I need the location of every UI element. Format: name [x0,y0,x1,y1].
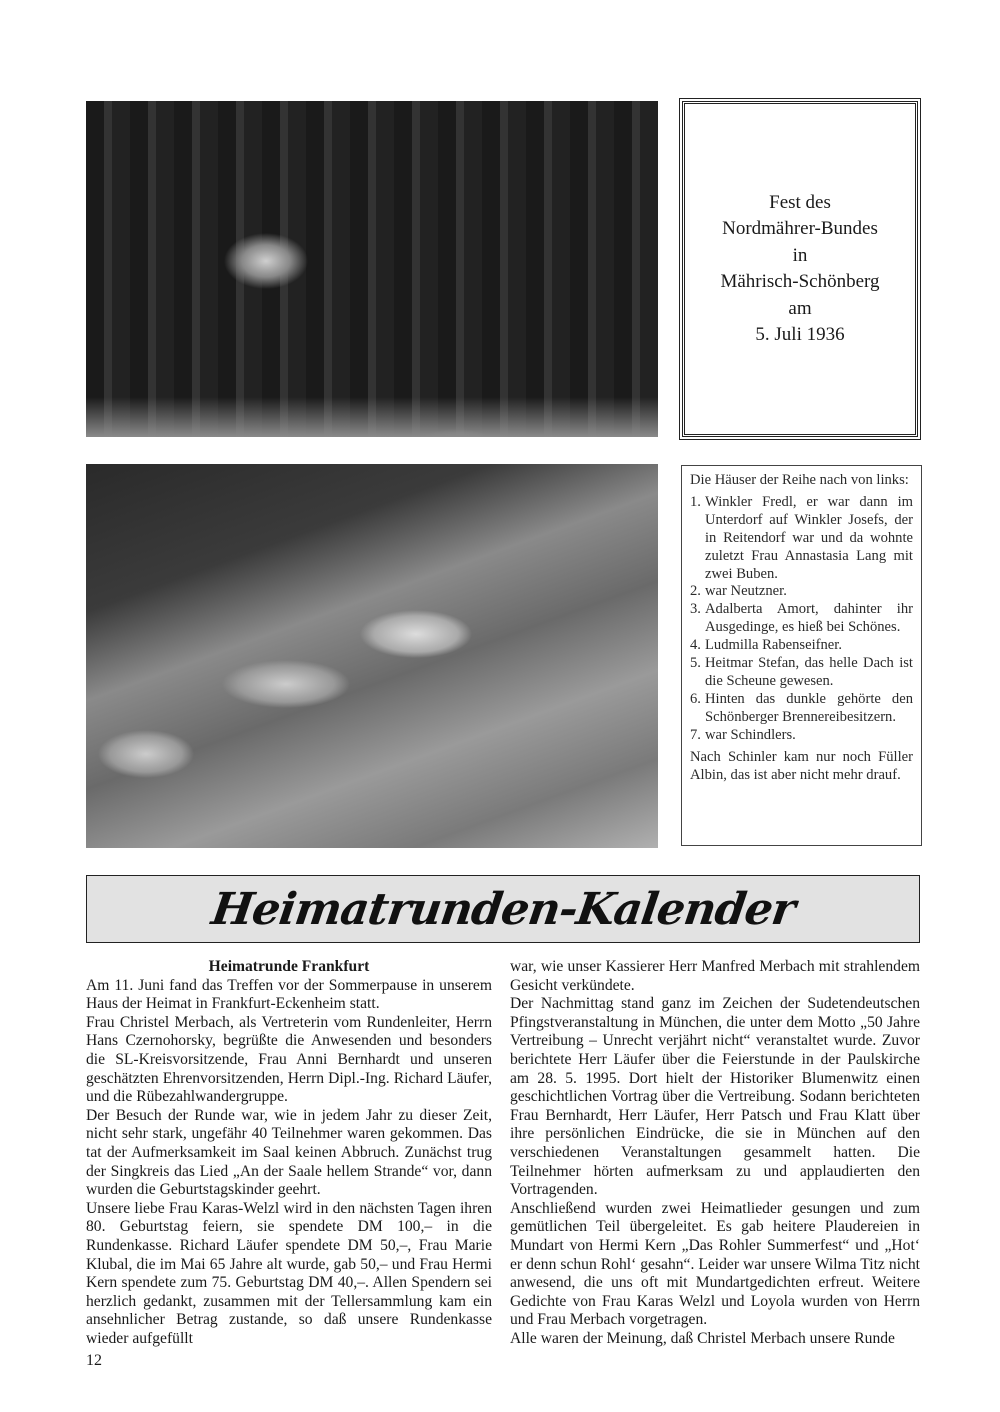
item-number: 7. [690,726,701,743]
item-text: war Neutzner. [705,583,787,600]
item-text: Adalberta Amort, dahinter ihr Ausgedinge, es hieß bei Schönes. [705,601,913,636]
photo-caption-box [682,101,918,437]
caption-line: am [788,297,812,319]
item-number: 5. [690,655,701,672]
item-text: Hinten das dunkle gehörte den Schönberger Brennereibesitzern. [705,690,913,725]
caption-line: Nordmährer-Bundes [722,218,878,239]
caption-outro: Nach Schinler kam nur noch Füller Albin, das ist aber nicht mehr drauf. [690,748,913,783]
item-text: Heitmar Stefan, das helle Dach ist die Scheune gewesen. [705,655,913,689]
article-heading: Heimatrunde Frankfurt [208,958,370,975]
list-item [690,601,913,637]
list-item [690,494,913,584]
caption-line: in [792,244,808,266]
article-column-left [86,958,492,1348]
item-number: 1. [690,493,701,510]
paragraph: war, wie unser Kassierer Herr Manfred Merbach mit strahlendem Gesicht verkündete. [510,958,920,994]
band-photo [86,101,658,437]
paragraph: Alle waren der Meinung, daß Christel Merbach unsere Runde [510,1329,895,1347]
houses-list [690,494,913,745]
paragraph: Frau Christel Merbach, als Vertreterin vom Rundenleiter, Herrn Hans Czernohorsky, begrüßte die Anwesenden und besonders die SL-Kreisvorsitzende, Frau Anni Bernhardt und unseren geschätzten Ehrenvorsitzenden, Herrn Dipl.-Ing. Richard Läufer, und die Rübezahlwandergruppe. [86,1013,492,1106]
caption-line: 5. Juli 1936 [755,324,845,345]
article-column-right [510,958,920,1348]
caption-line: Mährisch-Schönberg [720,271,880,292]
list-item [690,727,913,745]
page-number: 12 [86,1352,102,1369]
paragraph: Der Nachmittag stand ganz im Zeichen der Sudetendeutschen Pfingstveranstaltung in München, die unter dem Motto „50 Jahre Vertreibung – Unrecht verjährt nicht“ veranstaltet wurde. Zuvor berichtete Herr Läufer über die Feierstunde in der Paulskirche am 28. 5. 1995. Dort hielt der Historiker Blumenwitz einen geschichtlichen Vortrag über die Vertreibung. Sodann berichteten Frau Bernhardt, Herr Läufer, Herr Patsch und Frau Klatt über ihre persönlichen Eindrücke, die sie in München auf den verschiedenen Veranstaltungen gesammelt hatten. Die Teilnehmer hörten aufmerksam zu und applaudierten den Vortragenden. [510,995,920,1199]
item-number: 3. [690,601,701,618]
item-number: 4. [690,637,701,654]
list-item [690,691,913,727]
caption-intro: Die Häuser der Reihe nach von links: [690,472,909,488]
item-text: Winkler Fredl, er war dann im Unterdorf auf Winkler Josefs, der in Reitendorf war und da wohnte zuletzt Frau Annastasia Lang mit zwei Buben. [705,493,913,582]
item-text: Ludmilla Rabenseifner. [705,637,842,654]
paragraph: Unsere liebe Frau Karas-Welzl wird in den nächsten Tagen ihren 80. Geburtstag feiern, sie spendete DM 100,– in die Rundenkasse. Richard Läufer spendete DM 50,–, Frau Marie Klubal, die im Mai 65 Jahre alt wurde, gab 50,– und Frau Hermi Kern spendete zum 75. Geburtstag DM 40,–. Allen Spendern sei herzlich gedankt, zusammen mit der Tellersammlung kam ein ansehnlicher Betrag zustande, so daß unsere Rundenkasse wieder aufgefüllt [86,1199,492,1347]
item-text: war Schindlers. [705,726,796,743]
paragraph: Der Besuch der Runde war, wie in jedem Jahr zu dieser Zeit, nicht sehr stark, ungefähr 40 Teilnehmer waren gekommen. Das tat der Aufmerksamkeit im Saal keinen Abbruch. Zunächst trug der Singkreis das Lied „An der Saale hellem Strande“ vor, dann wurden die Geburtstagskinder geehrt. [86,1106,492,1199]
village-landscape-photo [86,464,658,848]
list-item [690,583,913,601]
paragraph: Am 11. Juni fand das Treffen vor der Sommerpause in unserem Haus der Heimat in Frankfurt-Eckenheim statt. [86,976,492,1013]
list-item [690,655,913,691]
section-banner [86,875,920,943]
item-number: 6. [690,690,701,707]
caption-line: Fest des [769,191,831,213]
banner-title: Heimatrunden-Kalender [208,883,798,935]
item-number: 2. [690,583,701,600]
list-item [690,637,913,655]
paragraph: Anschließend wurden zwei Heimatlieder gesungen und zum gemütlichen Teil übergeleitet. Es gab heitere Plaudereien in Mundart von Hermi Kern „Das Rohler Summerfest“ und „Hot‘ er denn schun Rohl‘ gesahn“. Leider war unsere Wilma Titz nicht anwesend, die uns oft mit Mundartgedichten erfreut. Weitere Gedichte von Frau Karas Welzl und Loyola wurden von Herrn und Frau Merbach vorgetragen. [510,1199,920,1329]
houses-caption-box [681,465,922,846]
